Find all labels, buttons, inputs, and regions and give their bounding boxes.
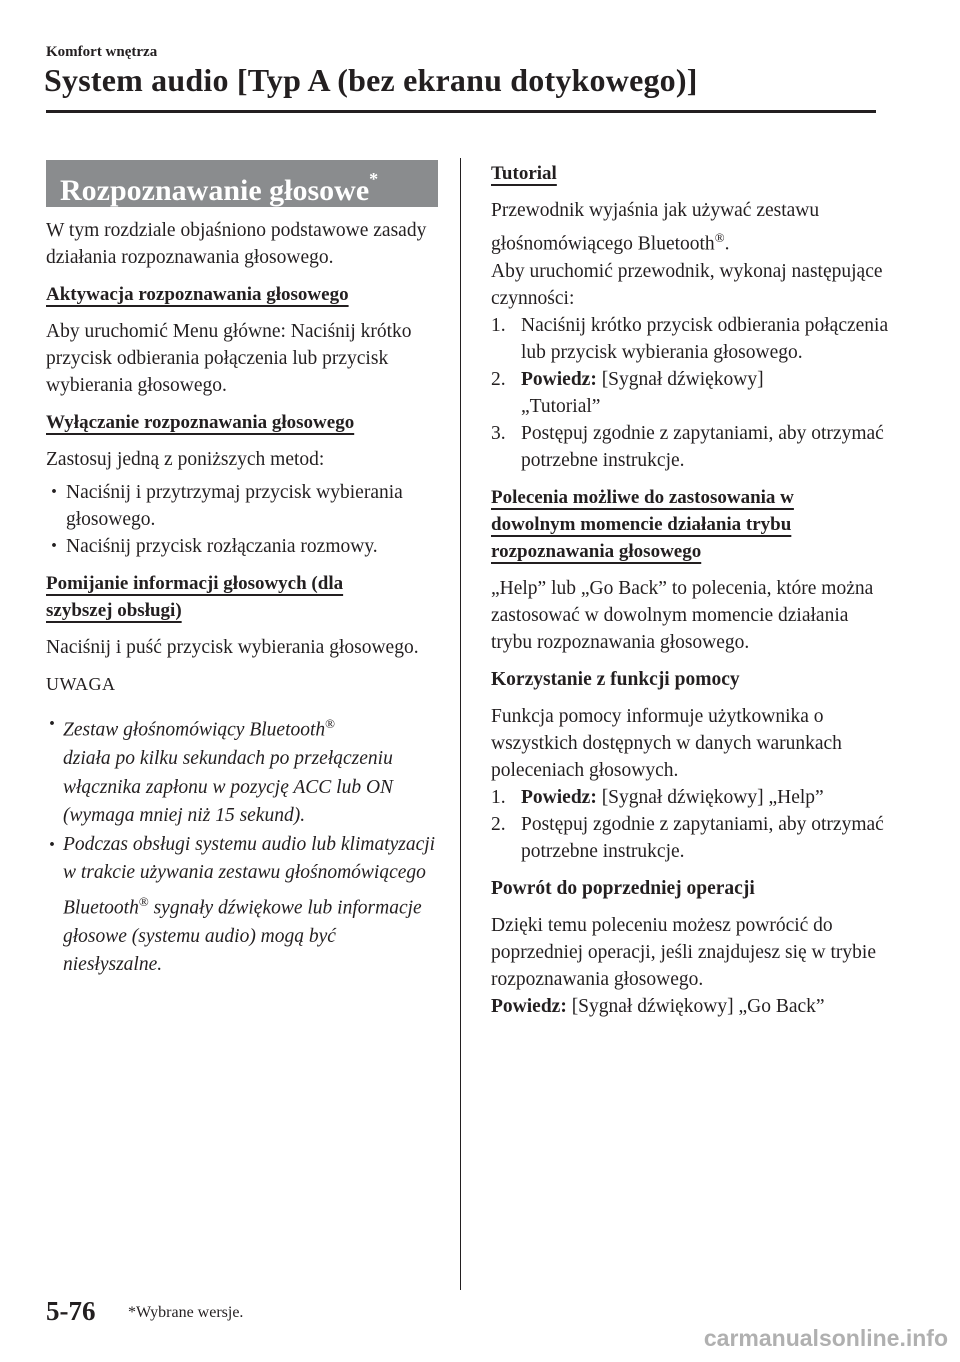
registered-mark: ® bbox=[325, 716, 336, 731]
back-heading: Powrót do poprzedniej operacji bbox=[491, 877, 755, 899]
activation-text: Aby uruchomić Menu główne: Naciśnij krótko przycisk odbierania połączenia lub przycisk wybierania głosowego. bbox=[46, 321, 412, 396]
commands-heading-line1: Polecenia możliwe do zastosowania w bbox=[491, 486, 794, 508]
list-item bbox=[491, 811, 891, 865]
skip-heading-line1: Pomijanie informacji głosowych (dla bbox=[46, 573, 344, 594]
skip-text: Naciśnij i puść przycisk wybierania głosowego. bbox=[46, 637, 419, 658]
back-say-text: [Sygnał dźwiękowy] „Go Back” bbox=[571, 995, 825, 1017]
tutorial-text-a: Przewodnik wyjaśnia jak używać zestawu głośnomówiącego Bluetooth bbox=[491, 200, 820, 255]
step-text: [Sygnał dźwiękowy] bbox=[601, 368, 764, 390]
help-heading: Korzystanie z funkcji pomocy bbox=[491, 668, 740, 690]
registered-mark: ® bbox=[714, 230, 725, 245]
step-number: 2. bbox=[491, 813, 506, 835]
note-item1-text-b: działa po kilku sekundach po przełączeniu włącznika zapłonu w pozycję ACC lub ON (wymaga mniej niż 15 sekund). bbox=[63, 748, 394, 826]
tutorial-text bbox=[491, 197, 891, 258]
step-bold: Powiedz: bbox=[521, 786, 597, 808]
tutorial-heading-wrap bbox=[491, 160, 891, 187]
step-text: Naciśnij krótko przycisk odbierania połączenia lub przycisk wybierania głosowego. bbox=[521, 314, 889, 363]
list-item: · Naciśnij przycisk rozłączania rozmowy. bbox=[46, 533, 438, 560]
registered-mark: ® bbox=[138, 893, 149, 909]
tutorial-heading: Tutorial bbox=[491, 163, 557, 184]
page-number: 5-76 bbox=[46, 1296, 96, 1326]
back-command bbox=[491, 993, 891, 1020]
right-column bbox=[491, 160, 891, 1030]
step-number: 3. bbox=[491, 422, 506, 444]
watermark: carmanualsonline.info bbox=[703, 1325, 948, 1351]
back-text: Dzięki temu poleceniu możesz powrócić do poprzedniej operacji, jeśli znajdujesz się w trybie rozpoznawania głosowego. bbox=[491, 914, 876, 990]
list-item bbox=[491, 784, 891, 811]
step-number: 1. bbox=[491, 786, 506, 808]
page-title: System audio [Typ A (bez ekranu dotykowego)] bbox=[44, 62, 698, 98]
list-item: · Naciśnij i przytrzymaj przycisk wybierania głosowego. bbox=[46, 479, 438, 533]
tutorial-instructions: Aby uruchomić przewodnik, wykonaj następujące czynności: bbox=[491, 260, 883, 309]
note-item2-text-b: sygnały dźwiękowe lub informacje głosowe (systemu audio) mogą być niesłyszalne. bbox=[63, 897, 422, 975]
list-item bbox=[491, 312, 891, 366]
activation-heading: Aktywacja rozpoznawania głosowego bbox=[46, 284, 349, 305]
commands-heading-line3: rozpoznawania głosowego bbox=[491, 540, 702, 562]
step-number: 2. bbox=[491, 368, 506, 390]
step-text: Postępuj zgodnie z zapytaniami, aby otrzymać potrzebne instrukcje. bbox=[521, 813, 884, 862]
step-text-line2: „Tutorial” bbox=[521, 395, 601, 417]
deactivation-list bbox=[46, 479, 438, 560]
deactivation-heading: Wyłączanie rozpoznawania głosowego bbox=[46, 412, 355, 433]
list-item bbox=[491, 420, 891, 474]
note-item1-text-a: Zestaw głośnomówiący Bluetooth bbox=[63, 719, 326, 741]
intro-text: W tym rozdziale objaśniono podstawowe zasady działania rozpoznawania głosowego. bbox=[46, 220, 427, 268]
note-label: UWAGA bbox=[46, 674, 116, 694]
column-divider bbox=[460, 158, 461, 1290]
note-item bbox=[46, 710, 438, 831]
step-text: [Sygnał dźwiękowy] „Help” bbox=[601, 786, 824, 808]
activation-heading-wrap bbox=[46, 281, 438, 308]
step-text: Postępuj zgodnie z zapytaniami, aby otrzymać potrzebne instrukcje. bbox=[521, 422, 884, 471]
footnote: *Wybrane wersje. bbox=[128, 1304, 244, 1321]
note-item2-text-a: Podczas obsługi systemu audio lub klimatyzacji w trakcie używania zestawu głośnomówiącego Bluetooth bbox=[63, 833, 436, 918]
step-bold: Powiedz: bbox=[521, 368, 597, 390]
title-rule bbox=[46, 110, 876, 113]
help-text: Funkcja pomocy informuje użytkownika o wszystkich dostępnych w danych warunkach poleceniach głosowych. bbox=[491, 705, 842, 781]
tutorial-steps bbox=[491, 312, 891, 474]
note-item bbox=[46, 831, 438, 980]
deactivation-text: Zastosuj jedną z poniższych metod: bbox=[46, 449, 325, 470]
list-item bbox=[491, 366, 891, 420]
step-number: 1. bbox=[491, 314, 506, 336]
section-label: Komfort wnętrza bbox=[46, 44, 158, 60]
banner-asterisk: * bbox=[369, 169, 379, 189]
back-say-bold: Powiedz: bbox=[491, 995, 567, 1017]
section-banner bbox=[46, 160, 438, 207]
tutorial-text-b: . bbox=[724, 233, 730, 255]
skip-heading-wrap bbox=[46, 570, 438, 624]
commands-heading-line2: dowolnym momencie działania trybu bbox=[491, 513, 792, 535]
left-column bbox=[46, 160, 438, 980]
commands-heading-wrap bbox=[491, 484, 891, 565]
commands-text: „Help” lub „Go Back” to polecenia, które można zastosować w dowolnym momencie działania trybu rozpoznawania głosowego. bbox=[491, 577, 874, 653]
note-list bbox=[46, 710, 438, 980]
banner-title: Rozpoznawanie głosowe bbox=[60, 174, 370, 207]
deactivation-heading-wrap bbox=[46, 409, 438, 436]
help-steps bbox=[491, 784, 891, 865]
skip-heading-line2: szybszej obsługi) bbox=[46, 600, 182, 621]
